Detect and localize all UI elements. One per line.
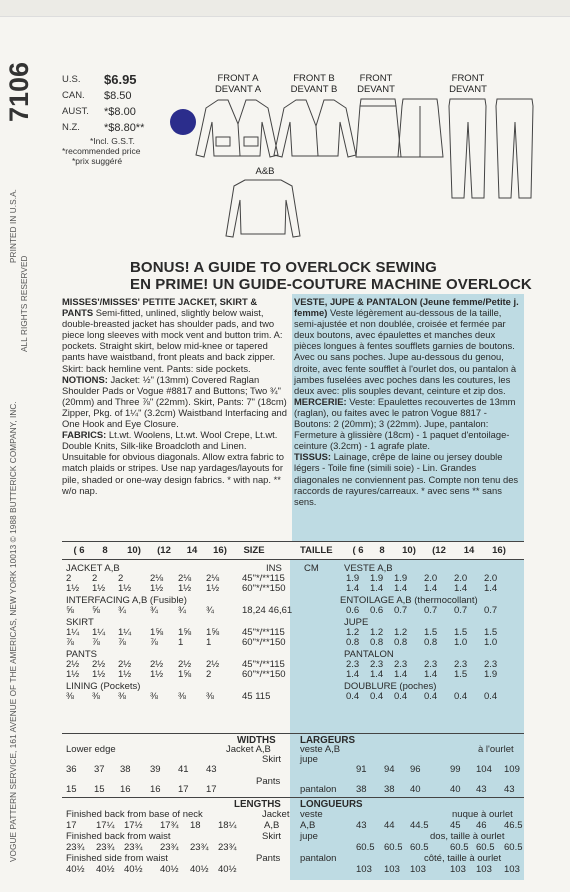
view-label-back: A&B [255,166,275,177]
width-cell-inch: 39 [150,764,161,775]
view-label-line: DEVANT B [290,84,338,95]
yardage-cell-inch: 2⅛ [150,573,164,584]
length-cell-inch: 17¾ [160,820,179,831]
yardage-cell-metric: 1.2 [370,627,384,638]
lengths-title: LENGTHS [234,799,281,810]
yardage-cell-inch: 1⅝ [150,627,164,638]
yardage-cell-metric: 1.4 [394,669,408,680]
publisher-address: VOGUE PATTERN SERVICE, 161 AVENUE OF THE AMERICAS, NEW YORK 10013 © 1988 BUTTERICK COMPANY, INC. [9,401,18,862]
yardage-cell-metric: 1.4 [370,669,384,680]
width-cell-cm: 40 [450,784,461,795]
length-cell-cm: 103 [476,864,492,875]
waist-label: Finished back from waist [66,831,171,842]
yardage-section-fr: VESTE A,B [344,563,393,574]
yardage-cell-metric: 1.5 [454,669,468,680]
width-cell-cm: 104 [476,764,492,775]
yardage-cell-metric: 1.9 [484,669,498,680]
size-col: 8 [102,545,108,556]
price-label: AUST. [62,106,89,117]
yardage-cell-inch: ⅞ [150,637,158,648]
yardage-cell-metric: 0.8 [424,637,438,648]
price-value: *$8.00 [104,106,136,118]
yardage-cell-metric: 2.3 [346,659,360,670]
length-cell-inch: 23¾ [96,842,115,853]
width-cell-inch: 43 [206,764,217,775]
fabric-width: 45"*/**115 [242,573,285,584]
yardage-cell-inch: 1 [206,637,212,648]
yardage-cell-metric: 0.8 [370,637,384,648]
length-cell-inch: 40½ [190,864,209,875]
yardage-cell-metric: 2.3 [370,659,384,670]
pattern-number: 7106 [4,61,34,122]
width-cell-cm: 40 [410,784,421,795]
yardage-cell-metric: 1.5 [484,627,498,638]
width-cell-inch: 17 [178,784,189,795]
width-cell-cm: 38 [384,784,395,795]
yardage-cell-metric: 0.8 [346,637,360,648]
size-col: ( 6 [352,545,364,556]
yardage-cell-metric: 1.0 [454,637,468,648]
divider [62,797,524,798]
yardage-cell-metric: 0.4 [370,691,384,702]
length-cell-inch: 23¾ [218,842,237,853]
description-en [62,296,290,496]
yardage-cell-inch: 1¼ [92,627,106,638]
yardage-cell-metric: 1.4 [394,583,408,594]
lengths-ab-en: A,B [264,820,280,831]
yardage-cell-inch: ⅜ [150,691,158,702]
length-cell-cm: 103 [450,864,466,875]
yardage-cell-metric: 2.3 [454,659,468,670]
length-cell-inch: 23¾ [66,842,85,853]
yardage-cell-inch: 2½ [178,659,192,670]
yardage-section-en: PANTS [66,649,97,660]
length-cell-inch: 17 [66,820,77,831]
description-fr [294,296,520,507]
yardage-cell-inch: 1½ [150,583,164,594]
yardage-cell-inch: ¾ [118,605,126,616]
size-header-right [300,545,514,556]
length-cell-cm: 44.5 [410,820,429,831]
size-header-left [66,545,274,556]
yardage-cell-inch: ⅞ [92,637,100,648]
rights-notice: ALL RIGHTS RESERVED [20,255,29,352]
length-cell-inch: 40½ [66,864,85,875]
view-label-line: FRONT [359,73,393,84]
longueurs-title: LONGUEURS [300,799,363,810]
yardage-cell-metric: 2.3 [394,659,408,670]
price-label: CAN. [62,90,85,101]
lengths-jacket-en: Jacket [262,809,290,820]
length-cell-cm: 45 [450,820,461,831]
widths-pants-fr: pantalon [300,784,337,795]
pants-front-sketch [449,99,486,198]
widths-pants-en: Pants [256,776,281,787]
width-cell-cm: 94 [384,764,395,775]
yardage-cell-metric: 0.7 [424,605,438,616]
fabric-width: 60"*/**150 [242,669,286,680]
desc-title: MISSES'/MISSES' PETITE JACKET, SKIRT & PANTS [62,296,258,319]
yardage-cell-inch: ⅜ [66,691,74,702]
yardage-cell-inch: 2½ [206,659,220,670]
price-note: *recommended price [62,146,141,156]
yardage-section-fr: ENTOILAGE A,B (thermocollant) [340,595,478,606]
yardage-cell-metric: 0.8 [394,637,408,648]
width-cell-cm: 38 [356,784,367,795]
yardage-cell-inch: 1⅝ [178,627,192,638]
lengths-skirt-en: Skirt [262,831,281,842]
length-cell-cm: 46 [476,820,487,831]
divider [62,733,524,734]
printed-notice: PRINTED IN U.S.A. [9,188,18,263]
lengths-pants-en: Pants [256,853,281,864]
yardage-cell-inch: 2½ [66,659,80,670]
jacket-back-sketch [226,180,300,237]
yardage-cell-inch: ⅜ [118,691,126,702]
yardage-section-fr: DOUBLURE (poches) [344,681,437,692]
yardage-cell-metric: 1.4 [346,669,360,680]
fabric-width: 45"*/**115 [242,627,285,638]
desc-body: Semi-fitted, unlined, slightly below waist, double-breasted jacket has shoulder pads, and two piece long sleeves with mock vent and button trim. A: pockets. Straight skirt, below mid-knee or tapered pants have waistband, front pleats and back zipper. Skirt: back hemline vent. Pants: side pockets. [62,307,283,374]
notions-label: NOTIONS: [62,373,108,385]
yardage-cell-inch: ⅝ [66,605,74,616]
length-cell-cm: 44 [384,820,395,831]
yardage-cell-metric: 2.3 [484,659,498,670]
yardage-cell-metric: 1.9 [346,573,360,584]
widths-title: WIDTHS [237,735,276,746]
length-cell-inch: 23¾ [190,842,209,853]
yardage-cell-metric: 1.9 [370,573,384,584]
unit-cm: CM [304,563,319,574]
yardage-cell-inch: 1¼ [118,627,132,638]
length-cell-inch: 40½ [96,864,115,875]
size-col: 16) [213,545,227,556]
yardage-cell-metric: 1.5 [424,627,438,638]
yardage-cell-metric: 1.9 [394,573,408,584]
length-cell-cm: 103 [410,864,426,875]
yardage-cell-metric: 0.7 [454,605,468,616]
yardage-section-en: SKIRT [66,617,94,628]
yardage-cell-inch: 2½ [92,659,106,670]
width-cell-inch: 15 [66,784,77,795]
yardage-cell-inch: 1¼ [66,627,80,638]
yardage-cell-inch: 1½ [118,583,132,594]
width-cell-inch: 37 [94,764,105,775]
desc-body: Veste légèrement au-dessous de la taille, semi-ajustée et non doublée, croisée et fermée par deux boutons, avec épaulettes et manches deux pièces longues à fentes soufflets garnies de boutons. Avec ou sans poches. Jupe au-dessous du genou, droite, avec fente soufflet à l'ourlet dos, ou pantalon à jambes fuselées avec poches dans les coutures, les deux avec: plis souples devant, ceinture et zip dos. [294,307,517,396]
width-cell-inch: 15 [94,784,105,795]
yardage-cell-inch: ¾ [150,605,158,616]
price-note: *prix suggéré [72,156,123,166]
view-label-line: FRONT B [293,73,335,84]
bonus-heading-en: BONUS! A GUIDE TO OVERLOCK SEWING [130,259,437,276]
pants-back-sketch [496,99,533,198]
yardage-cell-metric: 0.4 [484,691,498,702]
yardage-cell-inch: 2½ [118,659,132,670]
width-cell-inch: 17 [206,784,217,795]
length-cell-inch: 17¼ [96,820,115,831]
jacket-b-sketch [274,100,356,157]
yardage-cell-metric: 0.4 [394,691,408,702]
view-label-line: DEVANT [357,84,395,95]
dos-label: dos, taille à ourlet [430,831,505,842]
yardage-cell-inch: ⅜ [178,691,186,702]
size-col: (12 [432,545,446,556]
length-cell-cm: 46.5 [504,820,523,831]
yardage-cell-inch: ⅝ [92,605,100,616]
yardage-cell-inch: ⅞ [118,637,126,648]
size-col: 14 [186,545,198,556]
yardage-cell-metric: 2.0 [454,573,468,584]
width-cell-inch: 16 [120,784,131,795]
yardage-cell-inch: 1½ [206,583,220,594]
price-value: $8.50 [104,90,132,102]
length-cell-cm: 60.5 [476,842,495,853]
widths-jacket-fr: veste A,B [300,744,341,755]
yardage-cell-inch: 2⅛ [178,573,192,584]
yardage-cell-metric: 0.7 [484,605,498,616]
a-lourlet-label: à l'ourlet [478,744,514,755]
width-cell-cm: 99 [450,764,461,775]
length-cell-cm: 103 [384,864,400,875]
yardage-cell-metric: 2.0 [424,573,438,584]
yardage-cell-inch: 1½ [92,669,106,680]
yardage-cell-metric: 0.6 [370,605,384,616]
size-col: ( 6 [73,545,85,556]
unit-ins: INS [266,563,282,574]
yardage-section-fr: PANTALON [344,649,394,660]
fabrics-text: Lt.wt. Woolens, Lt.wt. Wool Crepe, Lt.wt. Double Knits, Silk-like Broadcloth and Linen. Unsuitable for obvious diagonals. Allow extra fabric to match plaids or stripes. Use nap yardages/layouts for pile, shaded or one-way design fabrics. * with nap. ** w/o nap. [62,429,284,496]
yardage-cell-inch: 1½ [66,669,80,680]
yardage-cell-inch: ¾ [178,605,186,616]
size-col: (12 [157,545,171,556]
lengths-pantalon-fr: pantalon [300,853,337,864]
tissus-text: Lainage, crêpe de laine ou jersey double légers - Toile fine (simili soie) - Lin. Grandes diagonales ne conviennent pas. Compte non tenu des raccords de rayures/carreaux. * avec sens ** sans sens. [294,451,519,507]
width-cell-cm: 43 [504,784,515,795]
yardage-cell-metric: 1.4 [484,583,498,594]
view-label-line: DEVANT A [214,84,262,95]
yardage-section-en: INTERFACING A,B (Fusible) [66,595,187,606]
width-cell-inch: 41 [178,764,189,775]
divider [62,559,524,560]
lengths-veste-fr: veste [300,809,323,820]
length-cell-cm: 103 [504,864,520,875]
size-col: 16) [492,545,506,556]
size-col: 10) [127,545,141,556]
yardage-cell-metric: 1.0 [484,637,498,648]
largeurs-title: LARGEURS [300,735,355,746]
yardage-cell-inch: 1⅝ [206,627,220,638]
length-cell-cm: 60.5 [504,842,523,853]
yardage-cell-metric: 1.4 [424,669,438,680]
yardage-cell-inch: 1½ [150,669,164,680]
size-title: SIZE [243,545,265,556]
yardage-cell-metric: 1.4 [346,583,360,594]
taille-title: TAILLE [300,545,333,556]
nuque-label: nuque à ourlet [452,809,513,820]
view-label-line: FRONT A [217,73,259,84]
yardage-section-fr: JUPE [344,617,369,628]
notions-text: Jacket: ½" (13mm) Covered Raglan Shoulder Pads or Vogue #8817 and Buttons; Two ¾" (20mm) and Three ⅞" (22mm). Skirt, Pants: 7" (18cm) Zipper, Pkg. of 1¼" (3.2cm) Waistband Interfacing and One Hook and Eye Closure. [62,373,287,430]
yardage-cell-inch: 1⅝ [178,669,192,680]
length-cell-inch: 18 [190,820,201,831]
length-cell-inch: 40½ [160,864,179,875]
bonus-heading-fr: EN PRIME! UN GUIDE-COUTURE MACHINE OVERLOCK [130,276,532,293]
price-label: U.S. [62,74,81,85]
length-cell-inch: 23¾ [160,842,179,853]
yardage-cell-inch: 1½ [118,669,132,680]
length-cell-inch: 17½ [124,820,143,831]
yardage-cell-inch: ⅜ [206,691,214,702]
yardage-cell-inch: ⅞ [66,637,74,648]
side-label: Finished side from waist [66,853,168,864]
widths-skirt-en: Skirt [262,754,281,765]
yardage-cell-inch: 2½ [150,659,164,670]
widths-skirt-fr: jupe [300,754,318,765]
length-cell-cm: 60.5 [384,842,403,853]
widths-jacket-en: Jacket A,B [226,744,271,755]
yardage-cell-metric: 0.4 [346,691,360,702]
yardage-cell-metric: 2.3 [424,659,438,670]
price-value: $6.95 [104,72,137,87]
yardage-cell-metric: 1.4 [424,583,438,594]
view-label-line: DEVANT [449,84,487,95]
price-value: *$8.80** [104,122,145,134]
yardage-cell-metric: 1.2 [346,627,360,638]
fabric-width: 45 115 [242,691,271,702]
mercerie-label: MERCERIE: [294,395,347,407]
yardage-cell-inch: 1½ [92,583,106,594]
yardage-cell-inch: 1½ [66,583,80,594]
size-col: 8 [379,545,385,556]
length-cell-inch: 23¾ [124,842,143,853]
skirt-back-sketch [398,99,443,157]
length-cell-inch: 40½ [218,864,237,875]
yardage-cell-metric: 1.4 [370,583,384,594]
length-cell-cm: 60.5 [450,842,469,853]
jacket-a-sketch [196,100,278,157]
size-col: 10) [402,545,416,556]
mercerie-text: Veste: Epaulettes recouvertes de 13mm (raglan), ou faites avec le patron Vogue 8817 - Boutons: 2 (20mm); 3 (22mm). Jupe, pantalon: Fermeture à glissière (18cm) - 1 paquet d'entoilage-ceinture (3.2cm) - 1 agrafe plate. [294,395,516,452]
length-cell-cm: 60.5 [356,842,375,853]
length-cell-inch: 40½ [124,864,143,875]
length-cell-cm: 60.5 [410,842,429,853]
width-cell-inch: 16 [150,784,161,795]
width-cell-inch: 38 [120,764,131,775]
desc-title: VESTE, JUPE & PANTALON (Jeune femme/Petite j. femme) [294,296,519,319]
fabric-width: 60"*/**150 [242,637,286,648]
price-note: *Incl. G.S.T. [90,136,135,146]
garment-sketches [0,0,570,260]
yardage-cell-inch: 2⅛ [206,573,220,584]
yardage-cell-inch: 2 [66,573,72,584]
width-cell-cm: 109 [504,764,520,775]
width-cell-cm: 43 [476,784,487,795]
length-cell-inch: 18¼ [218,820,237,831]
yardage-cell-inch: 1½ [178,583,192,594]
lower-edge-label: Lower edge [66,744,116,755]
cote-label: côté, taille à ourlet [424,853,502,864]
yardage-cell-metric: 0.6 [346,605,360,616]
yardage-section-en: JACKET A,B [66,563,120,574]
width-cell-cm: 91 [356,764,367,775]
view-label-line: FRONT [451,73,485,84]
yardage-cell-metric: 1.4 [454,583,468,594]
yardage-cell-inch: 1 [178,637,184,648]
yardage-cell-inch: ⅜ [92,691,100,702]
yardage-cell-inch: 2 [206,669,212,680]
yardage-cell-inch: 2 [92,573,98,584]
fabrics-label: FABRICS: [62,429,107,441]
yardage-cell-inch: 2 [118,573,124,584]
price-label: N.Z. [62,122,80,133]
skirt-sketch [356,99,401,157]
size-col: 14 [463,545,475,556]
yardage-cell-metric: 0.4 [424,691,438,702]
fabric-width: 18,24 46,61 [242,605,293,616]
fabric-width: 45"*/**115 [242,659,285,670]
yardage-cell-metric: 1.2 [394,627,408,638]
lengths-jupe-fr: jupe [300,831,318,842]
lengths-ab-fr: A,B [300,820,316,831]
length-cell-cm: 43 [356,820,367,831]
divider [62,541,524,542]
yardage-cell-metric: 0.7 [394,605,408,616]
length-cell-cm: 103 [356,864,372,875]
yardage-cell-metric: 1.5 [454,627,468,638]
yardage-cell-metric: 2.0 [484,573,498,584]
width-cell-cm: 96 [410,764,421,775]
width-cell-inch: 36 [66,764,77,775]
fabric-width: 60"*/**150 [242,583,286,594]
yardage-cell-metric: 0.4 [454,691,468,702]
yardage-section-en: LINING (Pockets) [66,681,141,692]
neck-label: Finished back from base of neck [66,809,203,820]
yardage-cell-inch: ¾ [206,605,214,616]
tissus-label: TISSUS: [294,451,331,463]
